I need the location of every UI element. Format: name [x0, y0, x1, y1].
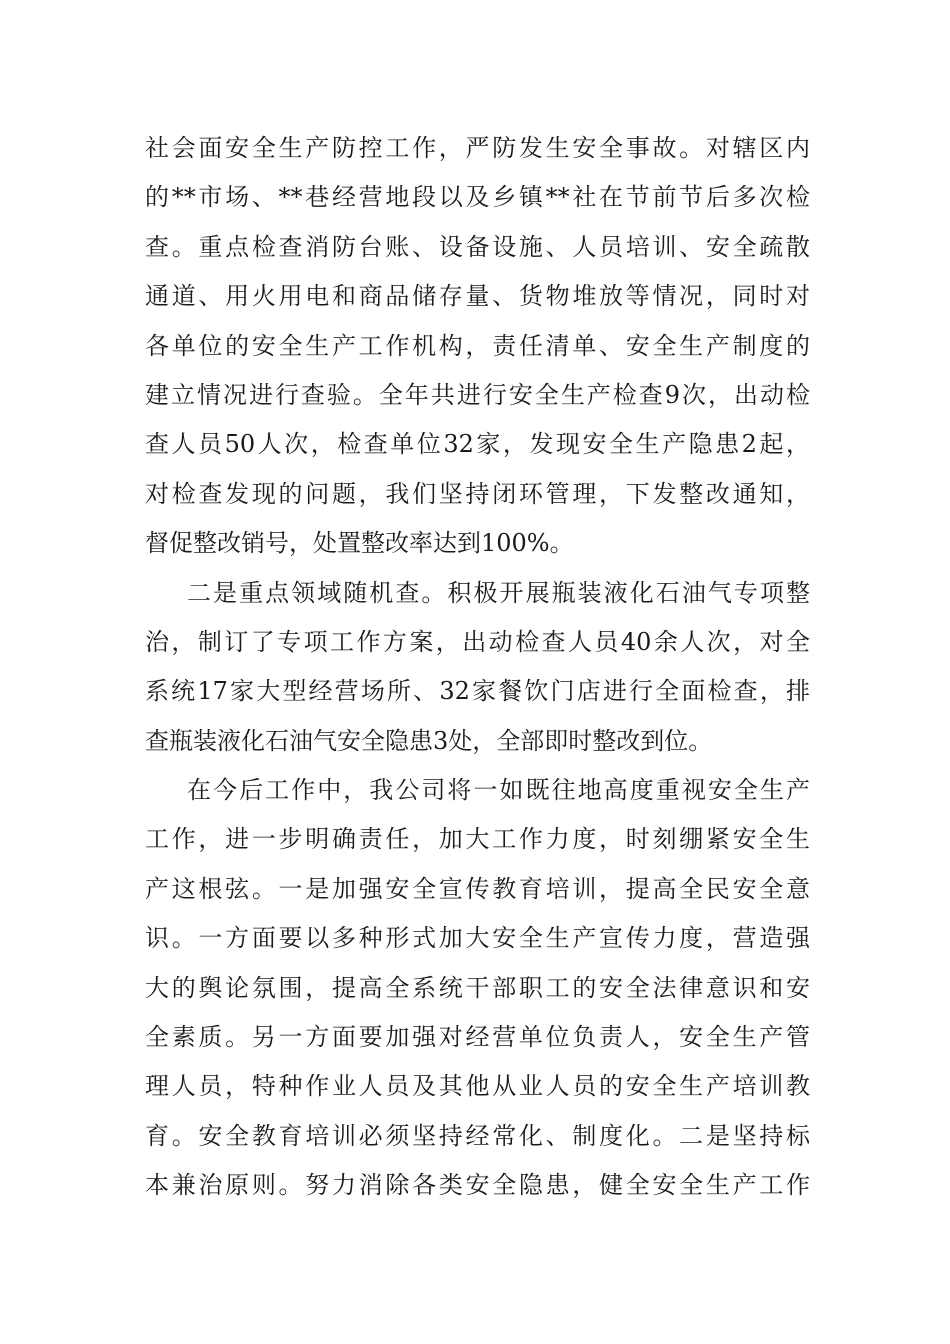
text-line: 育。安全教育培训必须坚持经常化、制度化。二是坚持标 — [145, 1121, 810, 1150]
text-line: 识。一方面要以多种形式加大安全生产宣传力度，营造强 — [145, 924, 810, 953]
text-line: 通道、用火用电和商品储存量、货物堆放等情况，同时对 — [145, 282, 810, 311]
text-line: 系统17家大型经营场所、32家餐饮门店进行全面检查，排 — [145, 677, 810, 706]
text-line: 查人员50人次，检查单位32家，发现安全生产隐患2起， — [145, 430, 810, 459]
text-line: 产这根弦。一是加强安全宣传教育培训，提高全民安全意 — [145, 874, 810, 903]
text-line: 建立情况进行查验。全年共进行安全生产检查9次，出动检 — [145, 380, 810, 409]
paragraph-start-line: 二是重点领域随机查。积极开展瓶装液化石油气专项整 — [187, 578, 810, 607]
text-line: 各单位的安全生产工作机构，责任清单、安全生产制度的 — [145, 331, 810, 360]
text-line: 对检查发现的问题，我们坚持闭环管理，下发整改通知， — [145, 479, 810, 508]
text-line: 查。重点检查消防台账、设备设施、人员培训、安全疏散 — [145, 232, 810, 261]
paragraph-start-line: 在今后工作中，我公司将一如既往地高度重视安全生产 — [187, 776, 810, 805]
text-line: 工作，进一步明确责任，加大工作力度，时刻绷紧安全生 — [145, 825, 810, 854]
paragraph-end-line: 督促整改销号，处置整改率达到100%。 — [145, 529, 574, 558]
text-line: 的**市场、**巷经营地段以及乡镇**社在节前节后多次检 — [145, 183, 810, 212]
document-body — [145, 124, 810, 1211]
text-line: 本兼治原则。努力消除各类安全隐患，健全安全生产工作 — [145, 1171, 810, 1200]
text-line: 全素质。另一方面要加强对经营单位负责人，安全生产管 — [145, 1023, 810, 1052]
paragraph-end-line: 查瓶装液化石油气安全隐患3处，全部即时整改到位。 — [145, 726, 713, 755]
text-line: 社会面安全生产防控工作，严防发生安全事故。对辖区内 — [145, 134, 810, 162]
text-line: 治，制订了专项工作方案，出动检查人员40余人次，对全 — [145, 627, 810, 656]
text-line: 理人员，特种作业人员及其他从业人员的安全生产培训教 — [145, 1072, 810, 1101]
text-line: 大的舆论氛围，提高全系统干部职工的安全法律意识和安 — [145, 973, 810, 1002]
